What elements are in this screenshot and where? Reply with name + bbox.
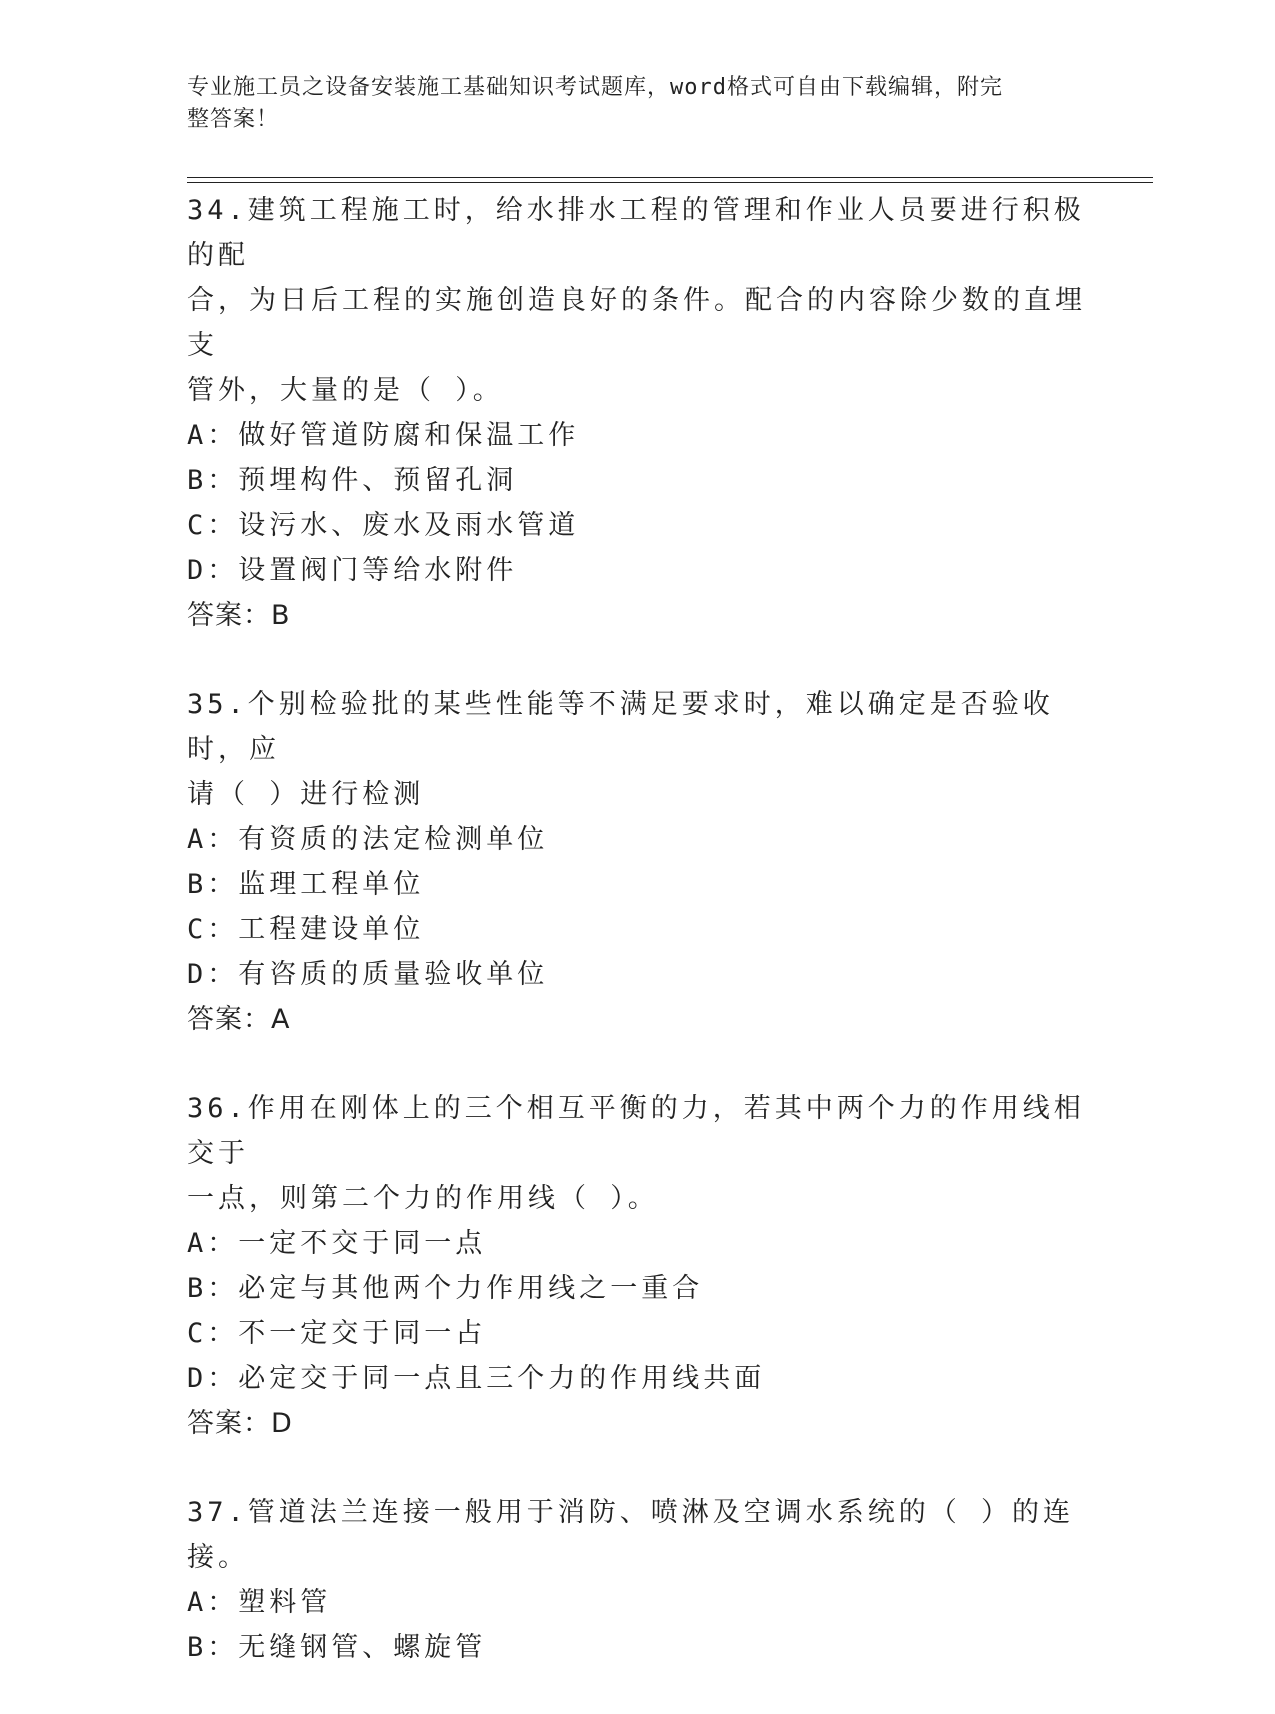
document-header xyxy=(187,72,1067,136)
question-37 xyxy=(187,1490,1087,1670)
option-d: D：有咨质的质量验收单位 xyxy=(187,959,549,990)
question-list xyxy=(187,188,1087,1714)
question-stem-line: 37.管道法兰连接一般用于消防、喷淋及空调水系统的（ ）的连接。 xyxy=(187,1497,1075,1573)
header-divider xyxy=(187,182,1153,183)
option-c: C：设污水、废水及雨水管道 xyxy=(187,510,580,541)
option-a: A：一定不交于同一点 xyxy=(187,1228,487,1259)
option-d: D：必定交于同一点且三个力的作用线共面 xyxy=(187,1363,766,1394)
question-stem-line: 35.个别检验批的某些性能等不满足要求时，难以确定是否验收时，应 xyxy=(187,689,1054,765)
option-c: C：工程建设单位 xyxy=(187,914,425,945)
option-b: B：无缝钢管、螺旋管 xyxy=(187,1632,487,1663)
option-b: B：预埋构件、预留孔洞 xyxy=(187,465,518,496)
answer: 答案：A xyxy=(187,1004,291,1035)
question-34 xyxy=(187,188,1087,638)
question-stem-line: 管外，大量的是（ ）。 xyxy=(187,375,504,406)
question-stem-line: 34.建筑工程施工时，给水排水工程的管理和作业人员要进行积极的配 xyxy=(187,195,1085,271)
question-35 xyxy=(187,682,1087,1042)
header-divider xyxy=(187,177,1153,178)
question-stem-line: 一点，则第二个力的作用线（ ）。 xyxy=(187,1183,659,1214)
option-b: B：监理工程单位 xyxy=(187,869,425,900)
question-stem-line: 合，为日后工程的实施创造良好的条件。配合的内容除少数的直埋支 xyxy=(187,285,1086,361)
question-stem-line: 36.作用在刚体上的三个相互平衡的力，若其中两个力的作用线相交于 xyxy=(187,1093,1085,1169)
option-d: D：设置阀门等给水附件 xyxy=(187,555,518,586)
option-a: A：做好管道防腐和保温工作 xyxy=(187,420,580,451)
option-c: C：不一定交于同一占 xyxy=(187,1318,487,1349)
question-stem-line: 请（ ）进行检测 xyxy=(187,779,425,810)
answer: 答案：D xyxy=(187,1408,293,1439)
option-a: A：有资质的法定检测单位 xyxy=(187,824,549,855)
header-line: 专业施工员之设备安装施工基础知识考试题库，word格式可自由下载编辑，附完 xyxy=(187,75,1003,100)
option-a: A：塑料管 xyxy=(187,1587,332,1618)
option-b: B：必定与其他两个力作用线之一重合 xyxy=(187,1273,704,1304)
answer: 答案：B xyxy=(187,600,291,631)
header-line: 整答案！ xyxy=(187,107,280,132)
question-36 xyxy=(187,1086,1087,1446)
